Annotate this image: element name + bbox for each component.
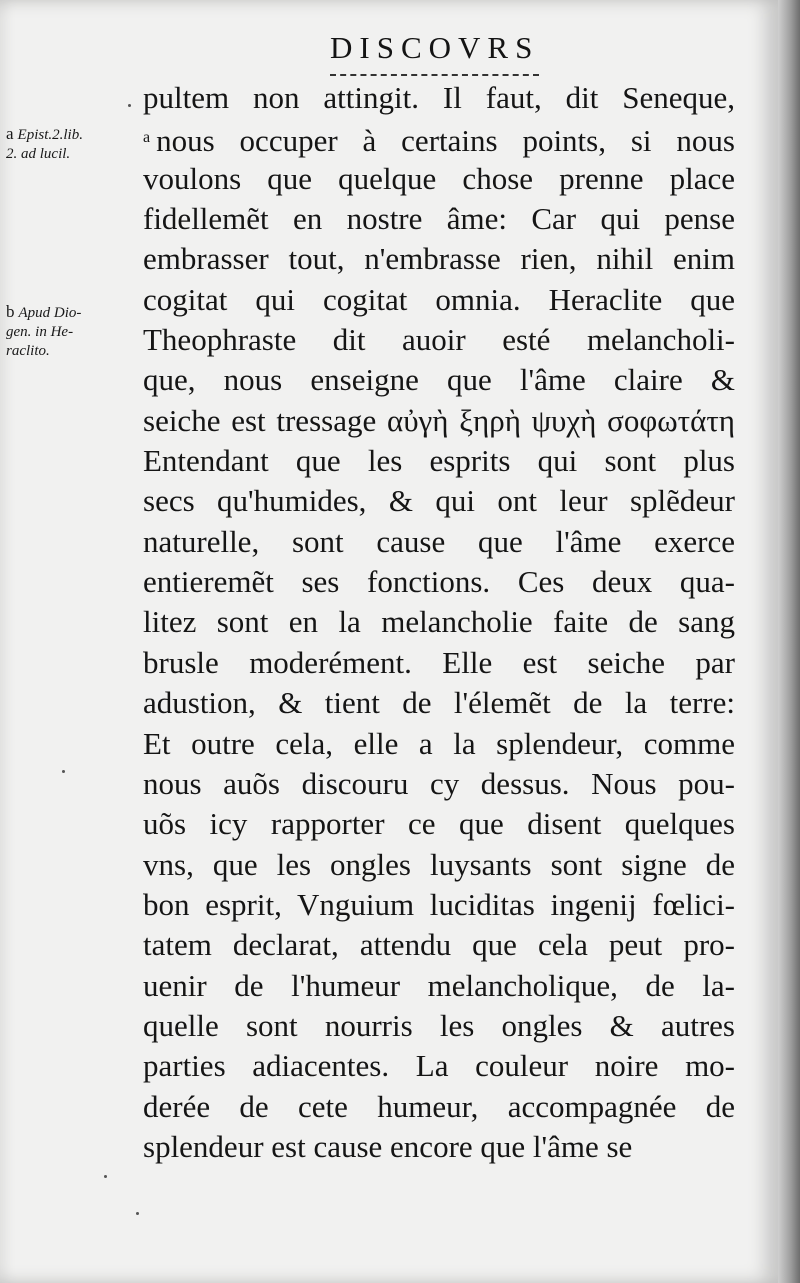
text-line: brusle moderément. Elle est seiche par (143, 644, 735, 680)
margin-note-b-line-2: gen. in He- (6, 324, 74, 340)
text-line: parties adiacentes. La couleur noire mo- (143, 1048, 735, 1084)
body-text (143, 78, 735, 1167)
ink-speck (62, 770, 65, 773)
margin-note-a-line-1: a Epist.2.lib. (6, 124, 83, 143)
text-line: nous auõs discouru cy dessus. Nous pou- (143, 765, 735, 801)
ink-speck (128, 104, 131, 107)
text-line: embrasser tout, n'embrasse rien, nihil enim (143, 241, 735, 277)
text-line: pultem non attingit. Il faut, dit Seneque, (143, 80, 735, 115)
text-line: uõs icy rapporter ce que disent quelques (143, 806, 735, 842)
running-head-text: DISCOVRS (330, 30, 540, 65)
text-line: secs qu'humides, & qui ont leur splẽdeur (143, 483, 735, 519)
running-head (330, 30, 539, 70)
margin-note-b-marker: b (6, 302, 15, 321)
text-line: uenir de l'humeur melancholique, de la- (143, 967, 735, 1003)
text-line: derée de cete humeur, accompagnée de (143, 1088, 735, 1124)
text-line: Et outre cela, elle a la splendeur, comme (143, 725, 735, 761)
text-line: splendeur est cause encore que l'âme se (143, 1128, 633, 1164)
text-line: bon esprit, Vnguium luciditas ingenij fœlici- (143, 886, 735, 922)
text-line: quelle sont nourris les ongles & autres (143, 1007, 735, 1043)
ink-speck (136, 1212, 139, 1215)
margin-note-a-line-2: 2. ad lucil. (6, 146, 71, 162)
text-line: $^a$ nous occuper à certains points, si nous (143, 123, 735, 159)
text-line: entieremẽt ses fonctions. Ces deux qua- (143, 564, 735, 600)
margin-note-b-line-3: raclito. (6, 343, 50, 359)
text-line: Entendant que les esprits qui sont plus (143, 443, 735, 479)
text-line: seiche est tressage αὐγὴ ξηρὴ ψυχὴ σοφωτάτη (143, 402, 735, 438)
margin-note-a-marker: a (6, 124, 14, 143)
text-line: naturelle, sont cause que l'âme exerce (143, 523, 735, 559)
margin-note-a (6, 124, 136, 164)
margin-note-b (6, 302, 136, 361)
text-line: tatem declarat, attendu que cela peut pro- (143, 927, 735, 963)
ink-speck (104, 1175, 107, 1178)
text-line: voulons que quelque chose prenne place (143, 160, 735, 196)
text-line: cogitat qui cogitat omnia. Heraclite que (143, 281, 735, 317)
text-line: que, nous enseigne que l'âme claire & (143, 362, 735, 398)
footnote-marker-a: a (143, 129, 151, 147)
page-edge-shadow (778, 0, 800, 1283)
text-line: vns, que les ongles luysants sont signe de (143, 846, 735, 882)
text-line: adustion, & tient de l'élemẽt de la terre: (143, 685, 735, 721)
text-line: litez sont en la melancholie faite de sang (143, 604, 735, 640)
margin-note-b-line-1: b Apud Dio- (6, 302, 82, 321)
header-rule (330, 74, 539, 76)
text-line: Theophraste dit auoir esté melancholi- (143, 322, 735, 358)
text-line: fidellemẽt en nostre âme: Car qui pense (143, 201, 735, 237)
